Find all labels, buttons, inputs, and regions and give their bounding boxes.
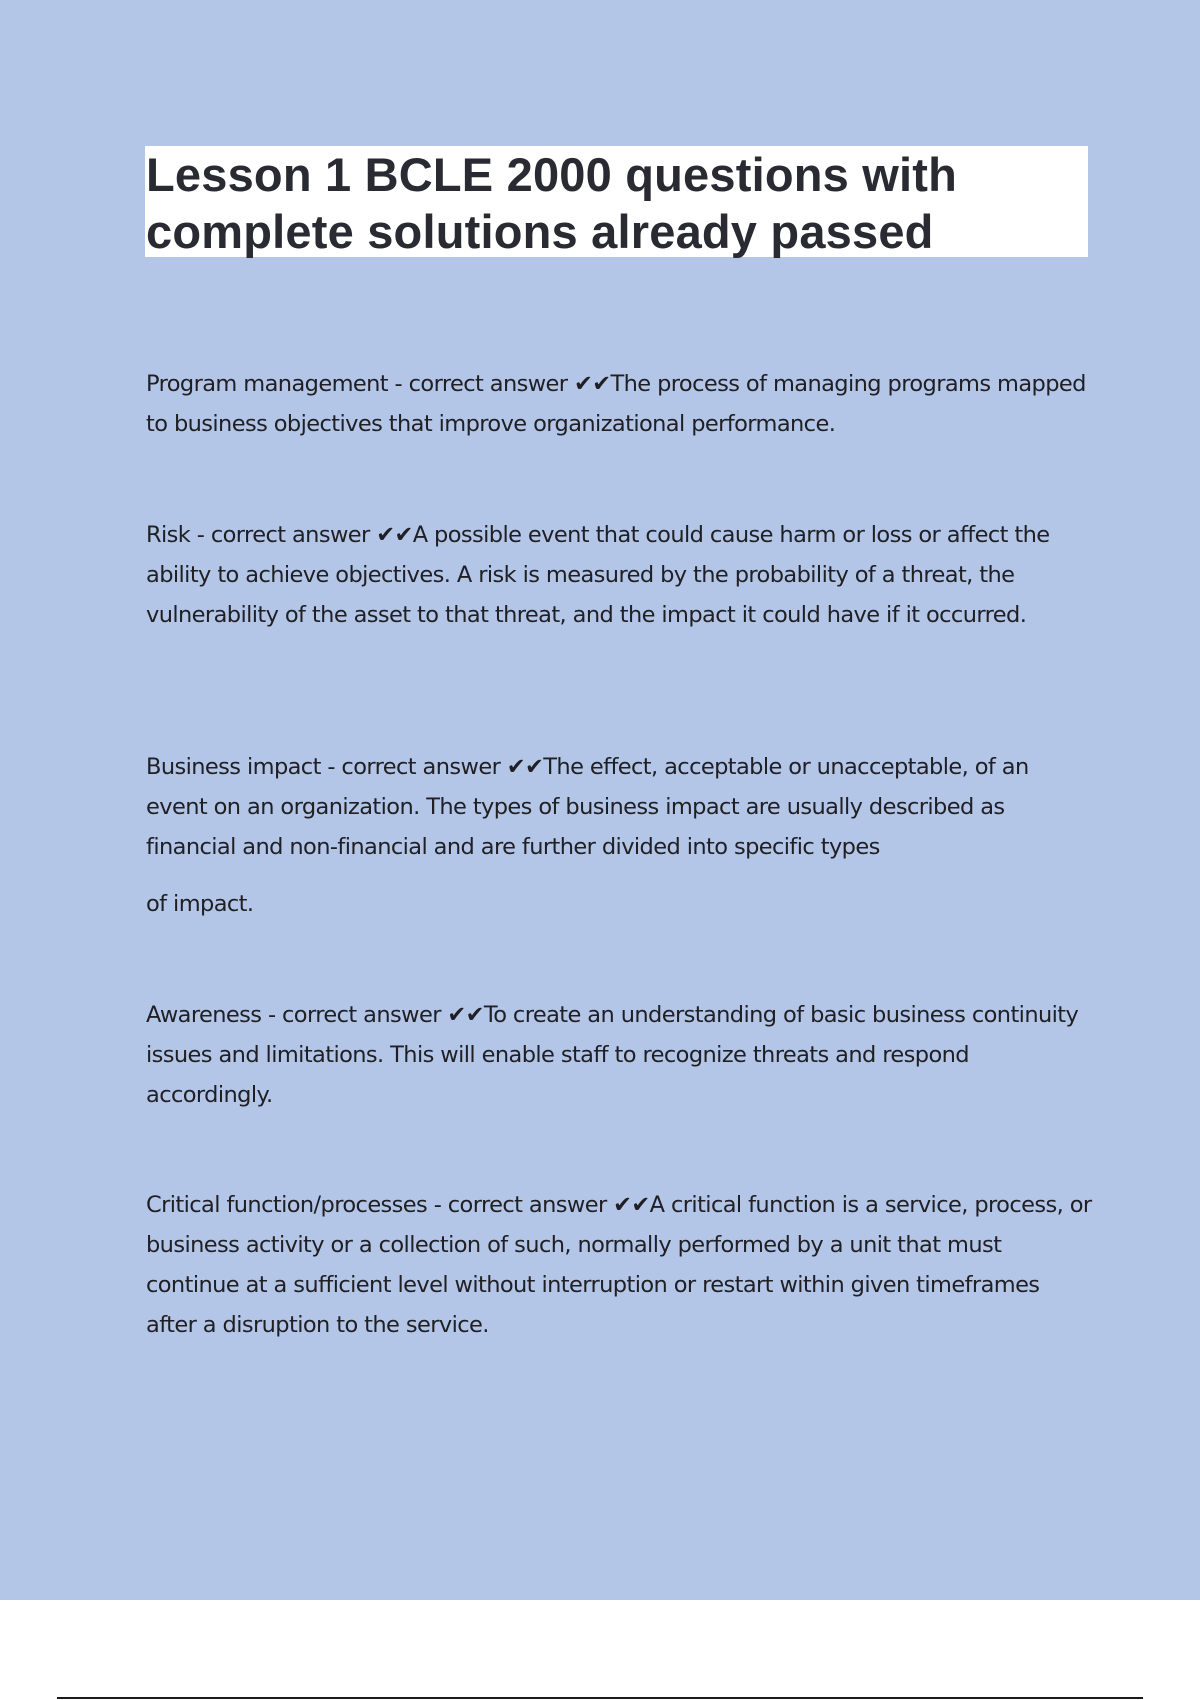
entry-critical-function: Critical function/processes - correct answer ✔✔A critical function is a service, process, or business activity or a collection of such, normally performed by a unit that must continue at a sufficient level without interruption or restart within given timeframes after a disruption to the service. (146, 1192, 1092, 1338)
entry-awareness: Awareness - correct answer ✔✔To create an understanding of basic business continuity issues and limitations. This will enable staff to recognize threats and respond accordingly. (146, 1002, 1079, 1108)
title-box (145, 146, 1088, 257)
entry-business-impact-continuation: of impact. (146, 891, 254, 917)
document-title: Lesson 1 BCLE 2000 questions with complete solutions already passed (146, 148, 958, 258)
footer-divider (57, 1697, 1143, 1699)
entry-risk: Risk - correct answer ✔✔A possible event that could cause harm or loss or affect the ability to achieve objectives. A risk is measured by the probability of a threat, the vulnerability of the asset to that threat, and the impact it could have if it occurred. (146, 522, 1050, 628)
entry-program-management: Program management - correct answer ✔✔The process of managing programs mapped to business objectives that improve organizational performance. (146, 371, 1086, 437)
entry-business-impact: Business impact - correct answer ✔✔The effect, acceptable or unacceptable, of an event on an organization. The types of business impact are usually described as financial and non-financial and are further divided into specific types (146, 754, 1029, 860)
